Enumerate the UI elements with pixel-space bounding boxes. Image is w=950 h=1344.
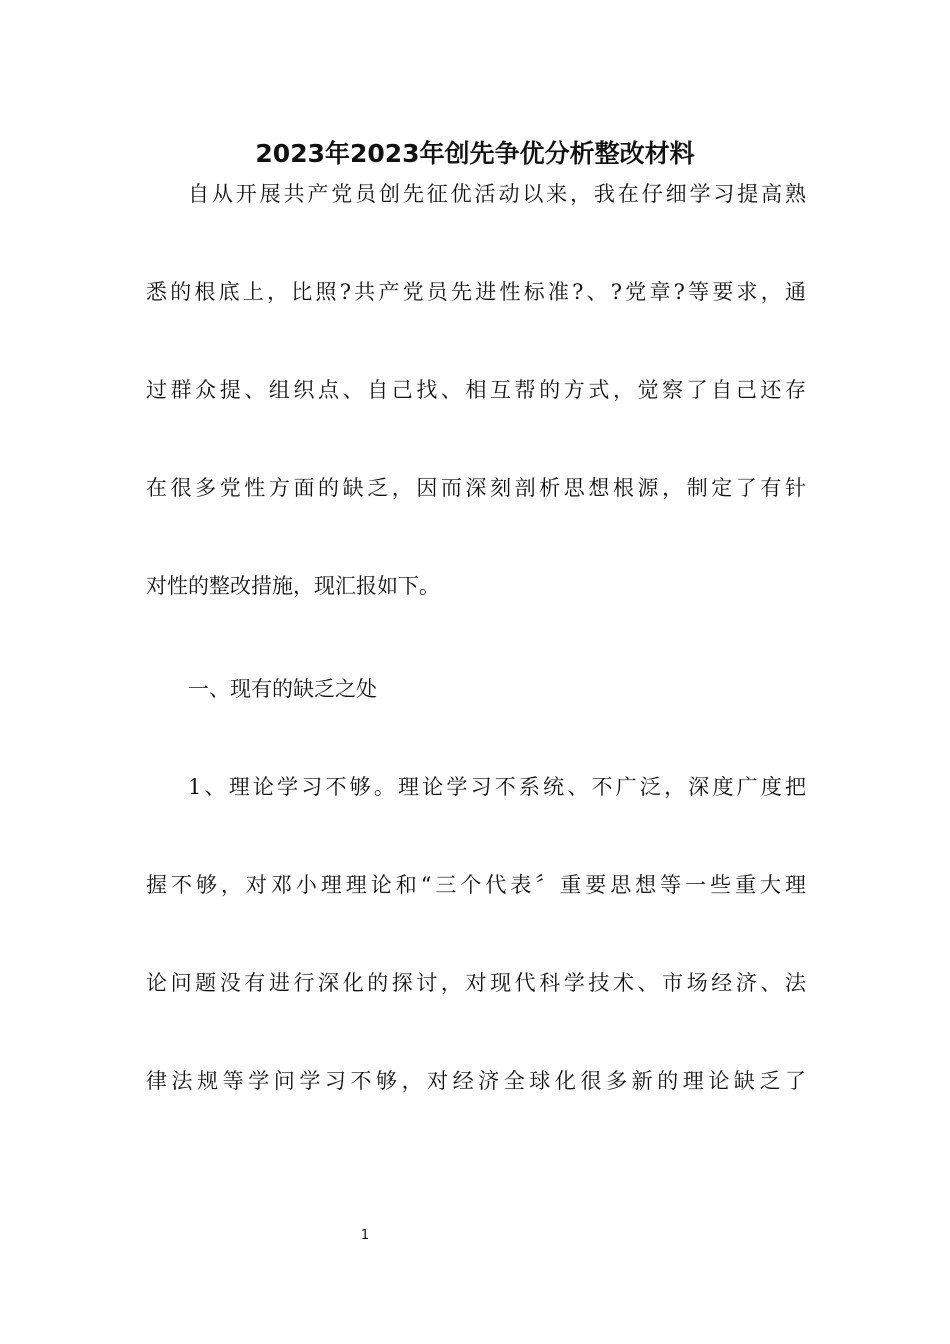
paragraph-line: 过群众提、组织点、自己找、相互帮的方式，觉察了自己还存 [146,378,806,402]
paragraph-line: 握不够，对邓小理理论和“三个代表〞重要思想等一些重大理 [146,873,806,897]
paragraph-line: 1、理论学习不够。理论学习不系统、不广泛，深度广度把 [188,775,806,799]
paragraph-line: 对性的整改措施，现汇报如下。 [146,574,440,598]
paragraph-line: 论问题没有进行深化的探讨，对现代科学技术、市场经济、法 [146,971,806,995]
paragraph-line: 在很多党性方面的缺乏，因而深刻剖析思想根源，制定了有针 [146,476,806,500]
paragraph-line: 悉的根底上，比照?共产党员先进性标准?、?党章?等要求，通 [146,280,806,304]
page-number: 1 [360,1228,370,1243]
document-title: 2023年2023年创先争优分析整改材料 [255,139,695,168]
paragraph-line: 自从开展共产党员创先征优活动以来，我在仔细学习提高熟 [188,182,806,206]
section-heading: 一、现有的缺乏之处 [188,677,377,701]
paragraph-line: 律法规等学问学习不够，对经济全球化很多新的理论缺乏了 [146,1069,806,1093]
